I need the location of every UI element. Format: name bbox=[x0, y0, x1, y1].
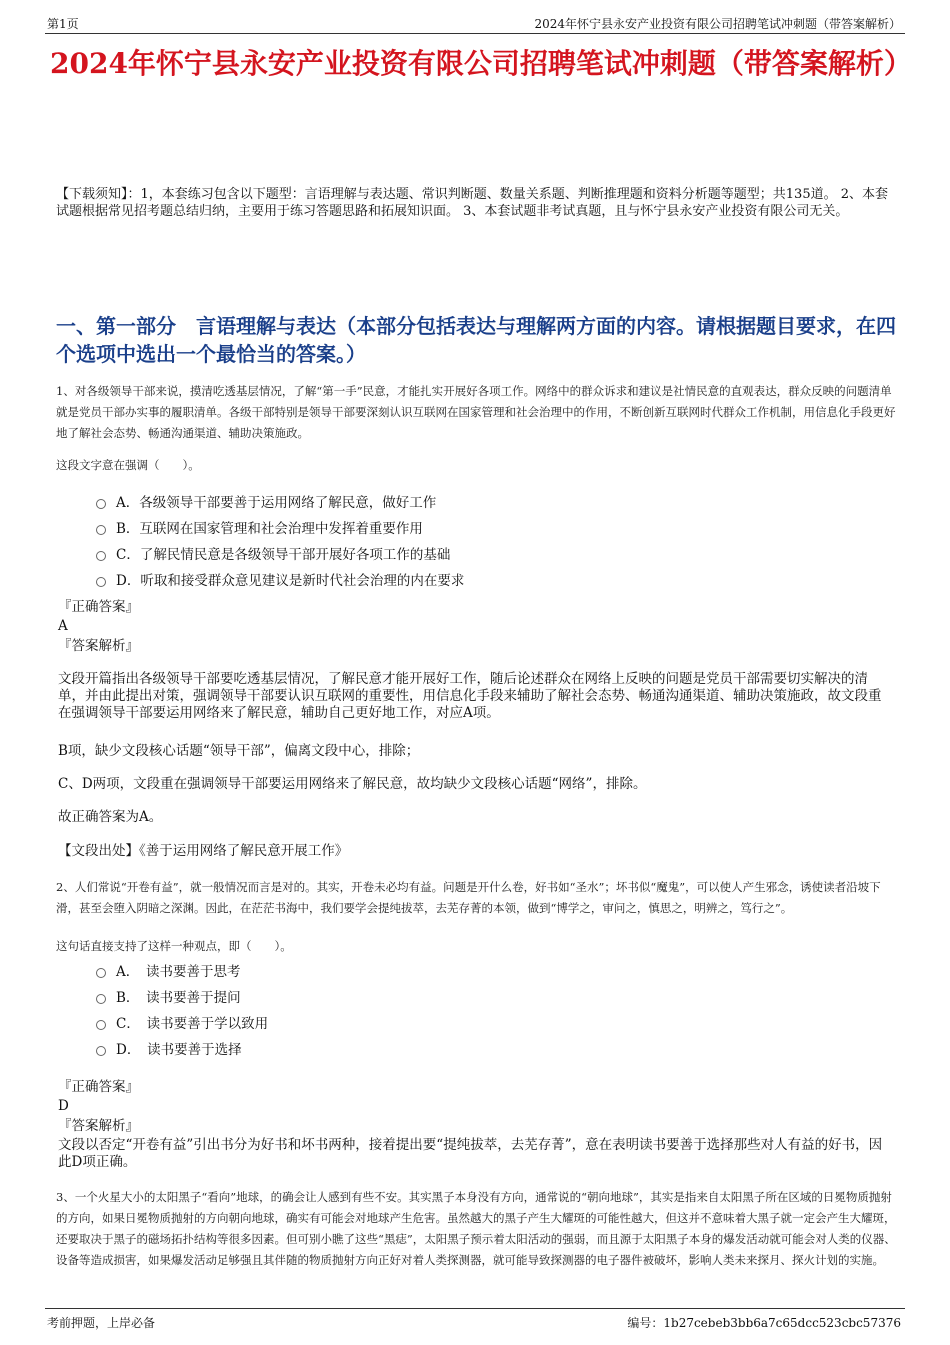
page-footer bbox=[45, 1308, 905, 1330]
page-header bbox=[45, 12, 905, 34]
question-1-options bbox=[96, 488, 464, 592]
analysis-paragraph: 故正确答案为A。 bbox=[58, 809, 163, 825]
option-d[interactable]: D．听取和接受群众意见建议是新时代社会治理的内在要求 bbox=[96, 566, 464, 592]
radio-button[interactable] bbox=[96, 1046, 106, 1056]
question-2-options bbox=[96, 957, 268, 1061]
page-number: 第1页 bbox=[47, 17, 79, 31]
correct-answer: A bbox=[58, 618, 68, 634]
radio-button[interactable] bbox=[96, 577, 106, 587]
download-notice: 【下载须知】：1，本套练习包含以下题型：言语理解与表达题、常识判断题、数量关系题、判断推理题和资料分析题等题型；共135道。 2、本套试题根据常见招考题总结归纳，主要用于练习答题思路和拓展知识面。 3、本套试题非考试真题，且与怀宁县永安产业投资有限公司无关。 bbox=[56, 187, 888, 219]
radio-button[interactable] bbox=[96, 968, 106, 978]
analysis-paragraph: 文段以否定“开卷有益”引出书分为好书和坏书两种，接着提出要“提纯拔萃，去芜存菁”，意在表明读书要善于选择那些对人有益的好书，因此D项正确。 bbox=[58, 1137, 883, 1170]
option-c[interactable]: C．了解民情民意是各级领导干部开展好各项工作的基础 bbox=[96, 540, 464, 566]
radio-button[interactable] bbox=[96, 1020, 106, 1030]
option-c[interactable]: C． 读书要善于学以致用 bbox=[96, 1009, 268, 1035]
analysis-label: 『答案解析』 bbox=[58, 1118, 139, 1134]
option-a[interactable]: A． 读书要善于思考 bbox=[96, 957, 268, 983]
question-1-stem: 这段文字意在强调（ ）。 bbox=[56, 458, 200, 472]
correct-answer: D bbox=[58, 1098, 69, 1114]
section-heading: 一、第一部分 言语理解与表达（本部分包括表达与理解两方面的内容。请根据题目要求，在四个选项中选出一个最恰当的答案。） bbox=[56, 314, 896, 366]
analysis-paragraph: B项，缺少文段核心话题“领导干部”，偏离文段中心，排除； bbox=[58, 743, 420, 759]
question-3-text: 3、一个火星大小的太阳黑子“看向”地球，的确会让人感到有些不安。其实黑子本身没有方向，通常说的“朝向地球”，其实是指来自太阳黑子所在区域的日冕物质抛射的方向，如果日冕物质抛射的方向朝向地球，确实有可能会对地球产生危害。虽然越大的黑子产生大耀斑的可能性越大，但这并不意味着大黑子就一定会产生大耀斑，还要取决于黑子的磁场拓扑结构等很多因素。但可别小瞧了这些“黑痣”，太阳黑子预示着太阳活动的强弱，而且源于太阳黑子本身的爆发活动就可能会对人类的仪器、设备等造成损害，如果爆发活动足够强且其伴随的物质抛射方向正好对着人类探测器，就可能导致探测器的电子器件被破坏，影响人类未来探月、探火计划的实施。 bbox=[56, 1190, 896, 1267]
source-citation: 【文段出处】《善于运用网络了解民意开展工作》 bbox=[58, 843, 349, 859]
analysis-paragraph: C、D两项，文段重在强调领导干部要运用网络来了解民意，故均缺少文段核心话题“网络”，排除。 bbox=[58, 776, 647, 792]
question-1-text: 1、对各级领导干部来说，摸清吃透基层情况，了解“第一手”民意，才能扎实开展好各项工作。网络中的群众诉求和建议是社情民意的直观表达，群众反映的问题清单就是党员干部办实事的履职清单。各级干部特别是领导干部要深刻认识互联网在国家管理和社会治理中的作用，不断创新互联网时代群众工作机制，用信息化手段更好地了解社会态势、畅通沟通渠道、辅助决策施政。 bbox=[56, 384, 896, 440]
question-2-stem: 这句话直接支持了这样一种观点，即（ ）。 bbox=[56, 939, 292, 953]
analysis-label: 『答案解析』 bbox=[58, 638, 139, 654]
radio-button[interactable] bbox=[96, 994, 106, 1004]
question-2-text: 2、人们常说“开卷有益”，就一般情况而言是对的。其实，开卷未必均有益。问题是开什么卷，好书如“圣水”；坏书似“魔鬼”，可以使人产生邪念，诱使读者沿坡下滑，甚至会堕入阴暗之深渊。因此，在茫茫书海中，我们要学会提纯拔萃，去芜存菁的本领，做到“博学之，审问之，慎思之，明辨之，笃行之”。 bbox=[56, 880, 881, 915]
footer-slogan: 考前押题，上岸必备 bbox=[47, 1316, 156, 1330]
option-a[interactable]: A．各级领导干部要善于运用网络了解民意，做好工作 bbox=[96, 488, 464, 514]
option-b[interactable]: B． 读书要善于提问 bbox=[96, 983, 268, 1009]
header-doc-title: 2024年怀宁县永安产业投资有限公司招聘笔试冲刺题（带答案解析） bbox=[534, 17, 901, 31]
radio-button[interactable] bbox=[96, 525, 106, 535]
radio-button[interactable] bbox=[96, 551, 106, 561]
option-d[interactable]: D． 读书要善于选择 bbox=[96, 1035, 268, 1061]
correct-answer-label: 『正确答案』 bbox=[58, 599, 139, 615]
analysis-paragraph: 文段开篇指出各级领导干部要吃透基层情况，了解民意才能开展好工作，随后论述群众在网络上反映的问题是党员干部需要切实解决的清单，并由此提出对策，强调领导干部要认识互联网的重要性，用信息化手段来辅助了解社会态势、畅通沟通渠道、辅助决策施政，故文段重在强调领导干部要运用网络来了解民意，辅助自己更好地工作，对应A项。 bbox=[58, 671, 882, 721]
option-b[interactable]: B．互联网在国家管理和社会治理中发挥着重要作用 bbox=[96, 514, 464, 540]
document-id: 编号：1b27cebeb3bb6a7c65dcc523cbc57376 bbox=[627, 1316, 901, 1330]
correct-answer-label: 『正确答案』 bbox=[58, 1079, 139, 1095]
radio-button[interactable] bbox=[96, 499, 106, 509]
document-title: 2024年怀宁县永安产业投资有限公司招聘笔试冲刺题（带答案解析） bbox=[50, 47, 912, 80]
